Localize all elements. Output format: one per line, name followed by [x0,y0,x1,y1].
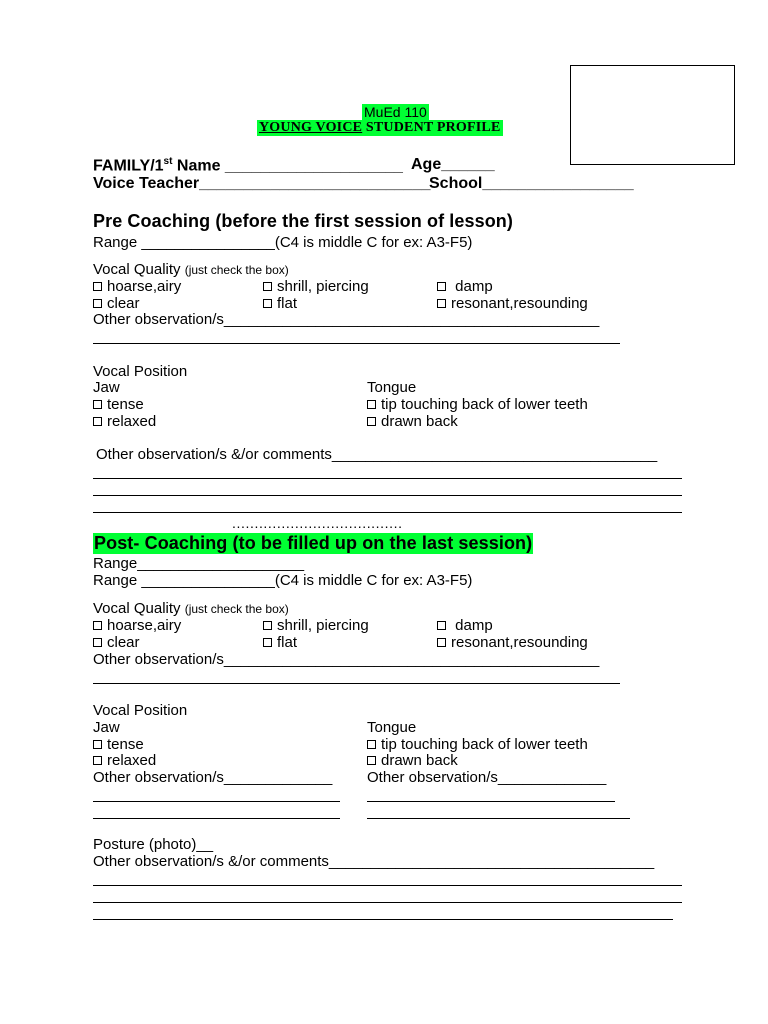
checkbox-icon[interactable] [93,740,102,749]
post-other-observation-field[interactable]: Other observation/s_____________________________________________ [93,651,600,668]
post-checkbox-resonant[interactable]: resonant,resounding [437,634,588,651]
form-title-rest: STUDENT PROFILE [362,120,501,135]
checkbox-icon[interactable] [93,282,102,291]
family-label: FAMILY/1 [93,157,164,175]
family-name-field[interactable] [93,156,403,175]
post-jaw-label: Jaw [93,719,120,736]
checkbox-icon[interactable] [93,621,102,630]
post-tongue-blank-line-1[interactable] [367,801,615,802]
pre-jaw-label: Jaw [93,379,120,396]
pre-vocal-position-label: Vocal Position [93,363,188,380]
pre-checkbox-resonant[interactable]: resonant,resounding [437,295,588,312]
name-label: Name ____________________ [172,157,403,175]
pre-checkbox-shrill[interactable]: shrill, piercing [263,278,369,295]
vocal-quality-hint: (just check the box) [184,602,289,616]
pre-comments-line-3[interactable] [93,512,682,513]
post-checkbox-damp[interactable]: damp [437,617,493,634]
checkbox-icon[interactable] [263,638,272,647]
post-checkbox-jaw-relaxed[interactable]: relaxed [93,752,156,769]
post-observation-blank-line[interactable] [93,683,620,684]
post-checkbox-jaw-tense[interactable]: tense [93,736,144,753]
checkbox-icon[interactable] [93,756,102,765]
post-vocal-position-label: Vocal Position [93,702,188,719]
post-checkbox-tongue-tip[interactable]: tip touching back of lower teeth [367,736,588,753]
post-checkbox-flat[interactable]: flat [263,634,297,651]
checkbox-icon[interactable] [263,282,272,291]
photo-box[interactable] [570,65,735,165]
post-range-blank-field[interactable]: Range____________________ [93,555,305,572]
pre-range-field[interactable]: Range ________________(C4 is middle C for ex: A3-F5) [93,234,473,251]
checkbox-icon[interactable] [367,417,376,426]
pre-coaching-heading: Pre Coaching (before the first session of lesson) [93,211,513,231]
pre-checkbox-damp[interactable]: damp [437,278,493,295]
pre-vocal-quality-label [93,261,289,278]
age-field[interactable]: Age______ [411,156,495,173]
section-separator: ...................................... [232,515,403,531]
checkbox-icon[interactable] [367,740,376,749]
post-checkbox-shrill[interactable]: shrill, piercing [263,617,369,634]
course-code: MuEd 110 [364,104,427,120]
post-comments-field[interactable]: Other observation/s &/or comments_______________________________________ [93,853,655,870]
post-comments-line-1[interactable] [93,885,682,886]
pre-checkbox-jaw-tense[interactable]: tense [93,396,144,413]
checkbox-icon[interactable] [437,621,446,630]
post-tongue-blank-line-2[interactable] [367,818,630,819]
pre-observation-blank-line[interactable] [93,343,620,344]
checkbox-icon[interactable] [367,400,376,409]
checkbox-icon[interactable] [437,282,446,291]
post-tongue-label: Tongue [367,719,417,736]
pre-comments-field[interactable]: Other observation/s &/or comments_______________________________________ [96,446,658,463]
post-posture-field[interactable]: Posture (photo)__ [93,836,214,853]
pre-checkbox-flat[interactable]: flat [263,295,297,312]
post-comments-line-3[interactable] [93,919,673,920]
checkbox-icon[interactable] [93,638,102,647]
vocal-quality-text: Vocal Quality [93,261,185,278]
checkbox-icon[interactable] [93,417,102,426]
pre-comments-line-2[interactable] [93,495,682,496]
checkbox-icon[interactable] [93,400,102,409]
checkbox-icon[interactable] [93,299,102,308]
post-jaw-blank-line-1[interactable] [93,801,340,802]
pre-other-observation-field[interactable]: Other observation/s_____________________________________________ [93,311,600,328]
pre-comments-line-1[interactable] [93,478,682,479]
post-comments-line-2[interactable] [93,902,682,903]
post-checkbox-hoarse[interactable]: hoarse,airy [93,617,181,634]
pre-checkbox-tongue-drawn[interactable]: drawn back [367,413,458,430]
post-checkbox-tongue-drawn[interactable]: drawn back [367,752,458,769]
checkbox-icon[interactable] [437,638,446,647]
family-sup: st [163,156,173,167]
voice-teacher-field[interactable]: Voice Teacher__________________________ [93,175,431,192]
post-jaw-other-observation-field[interactable]: Other observation/s_____________ [93,769,333,786]
post-jaw-blank-line-2[interactable] [93,818,340,819]
pre-checkbox-clear[interactable]: clear [93,295,140,312]
school-field[interactable]: School_________________ [429,175,634,192]
checkbox-icon[interactable] [367,756,376,765]
pre-checkbox-tongue-tip[interactable]: tip touching back of lower teeth [367,396,588,413]
post-range-field[interactable]: Range ________________(C4 is middle C for ex: A3-F5) [93,572,473,589]
form-title [257,120,503,136]
post-checkbox-clear[interactable]: clear [93,634,140,651]
checkbox-icon[interactable] [437,299,446,308]
vocal-quality-text: Vocal Quality [93,600,185,617]
checkbox-icon[interactable] [263,299,272,308]
pre-checkbox-jaw-relaxed[interactable]: relaxed [93,413,156,430]
checkbox-icon[interactable] [263,621,272,630]
post-vocal-quality-label [93,600,289,617]
post-tongue-other-observation-field[interactable]: Other observation/s_____________ [367,769,607,786]
post-coaching-heading: Post- Coaching (to be filled up on the last session) [94,533,533,553]
pre-checkbox-hoarse[interactable]: hoarse,airy [93,278,181,295]
pre-tongue-label: Tongue [367,379,417,396]
vocal-quality-hint: (just check the box) [184,263,289,277]
form-title-underlined: YOUNG VOICE [259,120,363,135]
